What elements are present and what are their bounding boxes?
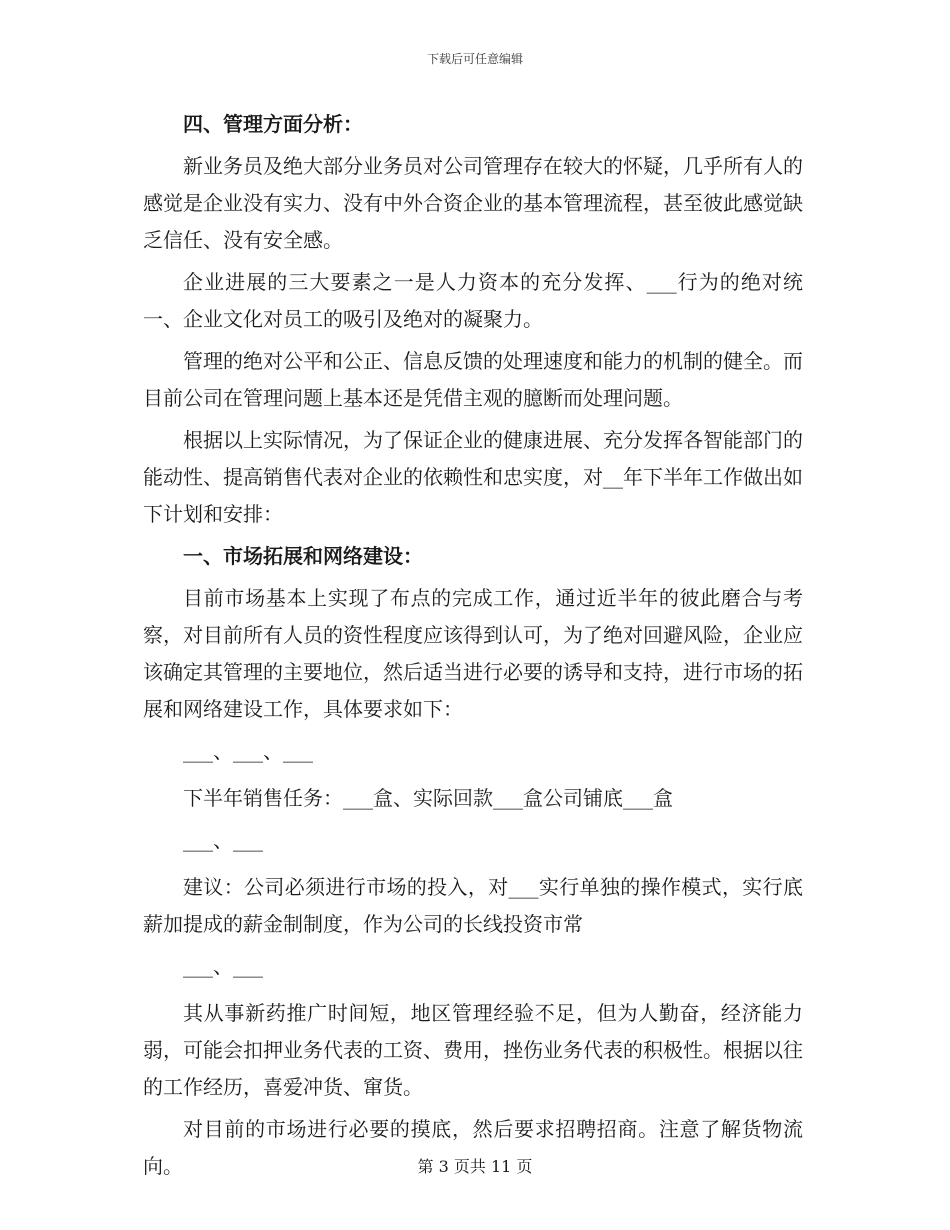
- sales-target-line: 下半年销售任务：___盒、实际回款___盒公司铺底___盒: [183, 786, 673, 810]
- page-header: 下载后可任意编辑: [426, 52, 523, 66]
- paragraph: 对目前的市场进行必要的摸底，然后要求招聘招商。注意了解货物流向。: [143, 1117, 803, 1178]
- paragraph: 目前市场基本上实现了布点的完成工作，通过近半年的彼此磨合与考察，对目前所有人员的资性程度应该得到认可，为了绝对回避风险，企业应该确定其管理的主要地位，然后适当进行必要的诱导和支持，进行市场的拓展和网络建设工作，具体要求如下：: [143, 586, 803, 721]
- blank-line: ___、___: [183, 828, 263, 852]
- document-body: [143, 106, 803, 1190]
- paragraph: 新业务员及绝大部分业务员对公司管理存在较大的怀疑，几乎所有人的感觉是企业没有实力、没有中外合资企业的基本管理流程，甚至彼此感觉缺乏信任、没有安全感。: [143, 154, 803, 252]
- paragraph: 建议：公司必须进行市场的投入，对___实行单独的操作模式，实行底薪加提成的薪金制制度，作为公司的长线投资市常: [143, 875, 803, 936]
- paragraph: 管理的绝对公平和公正、信息反馈的处理速度和能力的机制的健全。而目前公司在管理问题上基本还是凭借主观的臆断而处理问题。: [143, 349, 803, 410]
- page-number: 第 3 页共 11 页: [417, 1157, 533, 1176]
- paragraph: 企业进展的三大要素之一是人力资本的充分发挥、___行为的绝对统一、企业文化对员工的吸引及绝对的凝聚力。: [143, 270, 803, 331]
- paragraph: 其从事新药推广时间短，地区管理经验不足，但为人勤奋，经济能力弱，可能会扣押业务代表的工资、费用，挫伤业务代表的积极性。根据以往的工作经历，喜爱冲货、窜货。: [143, 1001, 803, 1099]
- blank-line: ___、___、___: [183, 739, 313, 763]
- section-heading-management: 四、管理方面分析：: [183, 112, 363, 136]
- paragraph: 根据以上实际情况，为了保证企业的健康进展、充分发挥各智能部门的能动性、提高销售代表对企业的依赖性和忠实度，对__年下半年工作做出如下计划和安排：: [143, 428, 803, 526]
- blank-line: ___、___: [183, 954, 263, 978]
- section-heading-market: 一、市场拓展和网络建设：: [183, 544, 423, 568]
